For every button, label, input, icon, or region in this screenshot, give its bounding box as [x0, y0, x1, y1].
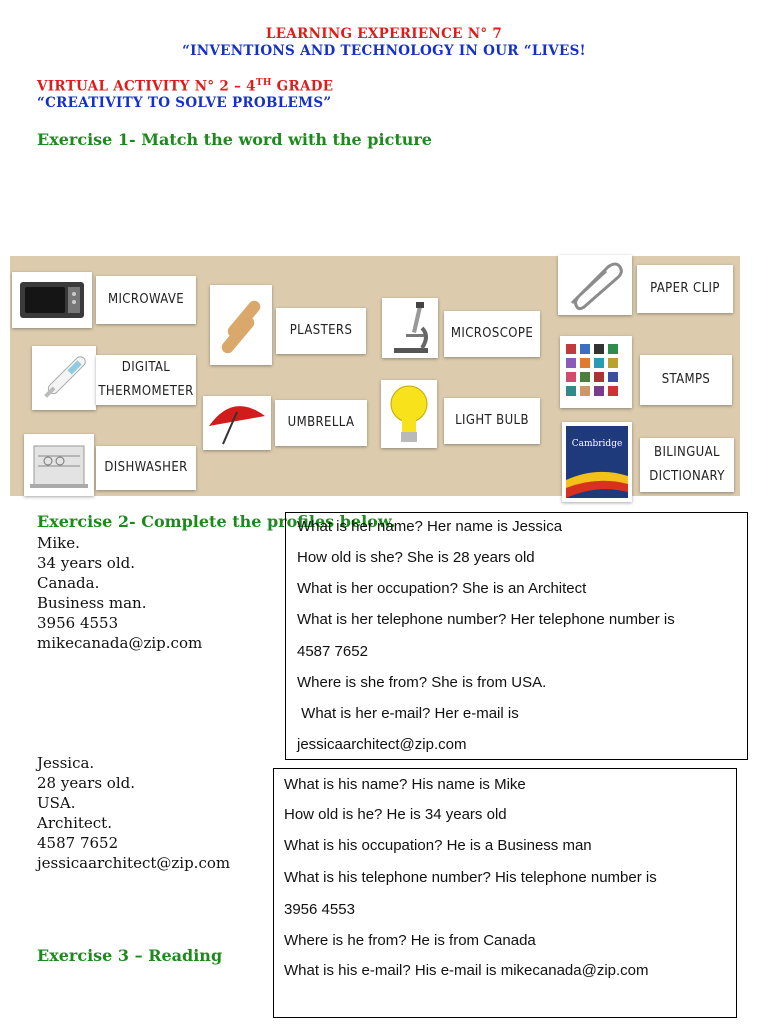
profile-jessica-name: Jessica.	[37, 754, 95, 772]
answer-line: jessicaarchitect@zip.com	[297, 736, 467, 753]
stamps-picture	[560, 336, 632, 408]
stamps-icon	[560, 336, 632, 408]
label-bilingual-dictionary: BILINGUAL DICTIONARY	[640, 438, 734, 492]
profile-jessica-email: jessicaarchitect@zip.com	[37, 854, 231, 872]
profile-mike	[37, 533, 202, 653]
dishwasher-icon	[24, 434, 94, 496]
profile-mike-occupation: Business man.	[37, 594, 147, 612]
answer-box-jessica	[285, 512, 748, 760]
exercise-1-title: Exercise 1- Match the word with the picture	[37, 130, 432, 149]
label-microscope: MICROSCOPE	[444, 311, 540, 357]
profile-mike-name: Mike.	[37, 534, 80, 552]
profile-mike-age: 34 years old.	[37, 554, 135, 572]
light-bulb-picture	[381, 380, 437, 448]
profile-jessica-occupation: Architect.	[37, 814, 112, 832]
profile-jessica	[37, 753, 230, 873]
dishwasher-picture	[24, 434, 94, 496]
microscope-picture	[382, 298, 438, 358]
thermometer-icon	[32, 346, 96, 410]
paper-clip-icon	[558, 255, 632, 315]
label-stamps: STAMPS	[640, 355, 732, 405]
answer-line: What is his telephone number? His telephone number is	[284, 869, 657, 886]
profile-mike-email: mikecanada@zip.com	[37, 634, 203, 652]
microwave-icon	[12, 272, 92, 328]
answer-line: Where is she from? She is from USA.	[297, 674, 547, 691]
label-plasters: PLASTERS	[276, 308, 366, 354]
dictionary-cover-text: Cambridge	[571, 439, 623, 449]
profile-mike-country: Canada.	[37, 574, 100, 592]
answer-line: What is his e-mail? His e-mail is mikecanada@zip.com	[284, 962, 649, 979]
answer-line: 3956 4553	[284, 901, 355, 918]
profile-jessica-phone: 4587 7652	[37, 834, 119, 852]
learning-experience-title: LEARNING EXPERIENCE N° 7	[265, 26, 503, 42]
activity-subtitle: “CREATIVITY TO SOLVE PROBLEMS”	[37, 95, 332, 111]
light-bulb-icon	[381, 380, 437, 448]
microscope-icon	[382, 298, 438, 358]
answer-line: What is her occupation? She is an Architect	[297, 580, 587, 597]
label-dishwasher: DISHWASHER	[96, 446, 196, 490]
dictionary-icon	[562, 422, 632, 502]
answer-line: What is her telephone number? Her telephone number is	[297, 611, 675, 628]
label-umbrella: UMBRELLA	[275, 400, 367, 446]
plasters-picture	[210, 285, 272, 365]
dictionary-picture	[562, 422, 632, 502]
answer-box-mike	[273, 768, 737, 1018]
umbrella-picture	[203, 396, 271, 450]
paper-clip-picture	[558, 255, 632, 315]
answer-line: 4587 7652	[297, 643, 368, 660]
thermometer-picture	[32, 346, 96, 410]
plasters-icon	[210, 285, 272, 365]
profile-jessica-age: 28 years old.	[37, 774, 135, 792]
answer-line: Where is he from? He is from Canada	[284, 932, 536, 949]
exercise-2-title: Exercise 2- Complete the profiles below.	[37, 512, 396, 531]
answer-line: How old is she? She is 28 years old	[297, 549, 535, 566]
microwave-picture	[12, 272, 92, 328]
profile-jessica-country: USA.	[37, 794, 76, 812]
unit-title: “INVENTIONS AND TECHNOLOGY IN OUR “LIVES!	[182, 43, 586, 59]
label-digital-thermometer: DIGITAL THERMOMETER	[96, 355, 196, 405]
umbrella-icon	[203, 396, 271, 450]
label-microwave: MICROWAVE	[96, 276, 196, 324]
label-paper-clip: PAPER CLIP	[637, 265, 733, 313]
answer-line: What is his name? His name is Mike	[284, 776, 526, 793]
virtual-activity-title: VIRTUAL ACTIVITY N° 2 – 4TH GRADE	[37, 78, 334, 95]
profile-mike-phone: 3956 4553	[37, 614, 119, 632]
exercise-3-title: Exercise 3 – Reading	[37, 946, 223, 965]
answer-line: How old is he? He is 34 years old	[284, 806, 507, 823]
answer-line: What is her e-mail? Her e-mail is	[297, 705, 519, 722]
label-light-bulb: LIGHT BULB	[444, 398, 540, 444]
answer-line: What is her name? Her name is Jessica	[297, 518, 563, 535]
answer-line: What is his occupation? He is a Business man	[284, 837, 592, 854]
